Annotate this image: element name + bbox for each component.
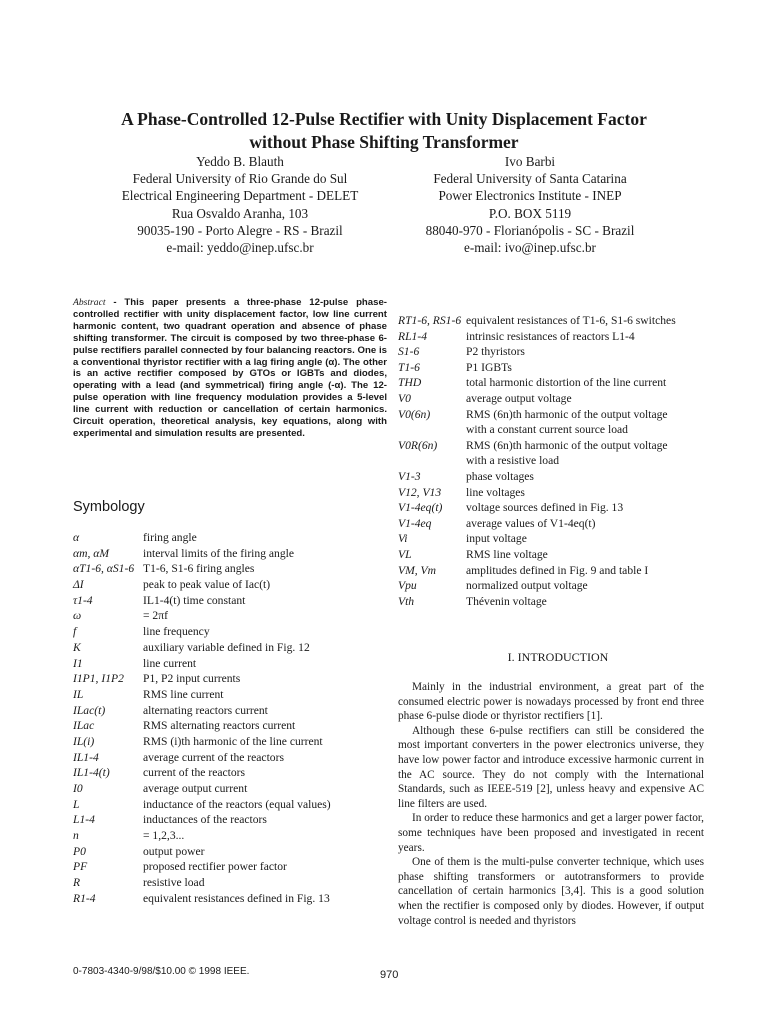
symbol: V0R(6n) <box>398 438 438 452</box>
symbol-definition: normalized output voltage <box>466 579 588 593</box>
symbol-definition: inductance of the reactors (equal values) <box>143 797 331 811</box>
symbol-row <box>398 438 718 454</box>
symbol-definition: P1 IGBTs <box>466 360 512 374</box>
author-address: Rua Osvaldo Aranha, 103 <box>171 205 309 221</box>
symbol-row <box>73 703 393 719</box>
symbol-definition: = 2πf <box>143 609 168 623</box>
symbol-row <box>398 469 718 485</box>
symbology-list-left <box>73 530 393 907</box>
symbol <box>398 453 466 469</box>
author-email: e-mail: ivo@inep.ufsc.br <box>464 240 596 256</box>
symbol-definition: with a resistive load <box>466 454 560 468</box>
symbol: VL <box>398 547 412 561</box>
symbol-definition: equivalent resistances of T1-6, S1-6 switches <box>466 314 676 327</box>
symbol-definition: P1, P2 input currents <box>143 672 241 686</box>
symbol-row <box>73 844 393 860</box>
symbol-definition: resistive load <box>143 876 205 890</box>
symbol-row <box>398 500 718 516</box>
symbol: α <box>73 531 80 544</box>
symbol-row <box>73 671 393 687</box>
symbol-definition: RMS (6n)th harmonic of the output voltage <box>466 407 668 421</box>
symbol: THD <box>398 376 422 390</box>
symbol-row <box>73 797 393 813</box>
symbol-row <box>73 891 393 907</box>
symbol-row <box>73 750 393 766</box>
symbol-definition: Thévenin voltage <box>466 594 547 608</box>
page-number: 970 <box>380 969 399 981</box>
author-block-2 <box>370 153 690 256</box>
symbol-definition: average output voltage <box>466 391 572 405</box>
section-heading-introduction: I. INTRODUCTION <box>507 650 609 664</box>
symbol-row <box>73 593 393 609</box>
symbol-definition: = 1,2,3... <box>143 829 185 843</box>
author-name: Ivo Barbi <box>504 154 556 169</box>
symbol-row <box>398 485 718 501</box>
symbol-definition: output power <box>143 844 205 858</box>
symbol: R <box>73 876 81 890</box>
symbol-definition: current of the reactors <box>143 766 246 780</box>
abstract <box>73 297 387 440</box>
symbol-definition: RMS line current <box>143 687 224 701</box>
paragraph: In order to reduce these harmonics and get a larger power factor, some techniques have been proposed and investigated in recent years. <box>398 812 704 854</box>
symbol-definition: RMS (i)th harmonic of the line current <box>143 734 323 748</box>
symbol: R1-4 <box>73 891 96 905</box>
author-email: e-mail: yeddo@inep.ufsc.br <box>166 240 314 256</box>
symbol-definition: alternating reactors current <box>143 703 268 717</box>
symbol-row <box>73 640 393 656</box>
symbol-definition: line voltages <box>466 485 525 499</box>
symbol-row <box>398 547 718 563</box>
symbol-definition: average current of the reactors <box>143 750 284 764</box>
symbol: τ1-4 <box>73 593 93 607</box>
symbol-definition: firing angle <box>143 531 197 544</box>
symbol: V1-3 <box>398 469 421 483</box>
symbol: V12, V13 <box>398 485 442 499</box>
symbol-definition: IL1-4(t) time constant <box>143 593 246 607</box>
symbol: P0 <box>73 844 86 858</box>
symbol-definition: input voltage <box>466 532 527 546</box>
symbol-row <box>398 313 718 329</box>
symbol: I1 <box>73 656 83 670</box>
symbol-definition: peak to peak value of Iac(t) <box>143 578 271 592</box>
paragraph: Although these 6-pulse rectifiers can still be considered the most important converters in the power electronics universe, they have low power factor and introduce excessive harmonic current in the AC source. They do not comply with the International Standards, such as IEEE-519 [2], unless heavy and expensive AC line filters are used. <box>398 724 704 810</box>
symbol: Vpu <box>398 579 417 593</box>
symbol: RL1-4 <box>398 329 427 343</box>
symbol: IL(i) <box>73 734 95 748</box>
symbol-row <box>398 422 718 438</box>
title-line-1: A Phase-Controlled 12-Pulse Rectifier with Unity Displacement Factor <box>121 109 647 129</box>
symbol-definition: line current <box>143 656 197 670</box>
symbol-definition: T1-6, S1-6 firing angles <box>143 562 255 576</box>
symbol: ILac(t) <box>73 703 106 717</box>
symbol: ILac <box>73 719 95 733</box>
symbol-row <box>73 875 393 891</box>
symbol-definition: P2 thyristors <box>466 345 525 359</box>
symbol-row <box>73 577 393 593</box>
symbol-definition: amplitudes defined in Fig. 9 and table I <box>466 563 649 577</box>
symbol-row <box>73 718 393 734</box>
author-city: 90035-190 - Porto Alegre - RS - Brazil <box>137 222 343 238</box>
symbol-row <box>73 812 393 828</box>
symbol: αm, αM <box>73 546 109 560</box>
symbol-definition: interval limits of the firing angle <box>143 546 295 560</box>
symbol-row <box>73 608 393 624</box>
paragraph: Mainly in the industrial environment, a great part of the consumed electric power is nowadays processed by front end three phase 6-pulse diode or thyristor rectifiers [1]. <box>398 681 704 723</box>
symbol-definition: with a constant current source load <box>466 423 628 437</box>
symbol-row <box>73 828 393 844</box>
introduction-body <box>398 680 704 928</box>
symbol: ω <box>73 609 82 623</box>
symbol: S1-6 <box>398 345 420 359</box>
symbol: αT1-6, αS1-6 <box>73 562 135 576</box>
symbol: T1-6 <box>398 360 420 374</box>
symbol-definition: RMS alternating reactors current <box>143 719 296 733</box>
symbol-definition: intrinsic resistances of reactors L1-4 <box>466 329 635 343</box>
symbol-row <box>398 360 718 376</box>
symbol-row <box>398 516 718 532</box>
symbol: ΔI <box>73 578 84 592</box>
author-city: 88040-970 - Florianópolis - SC - Brazil <box>425 222 635 238</box>
symbol: V1-4eq(t) <box>398 501 443 515</box>
symbol-row <box>398 391 718 407</box>
symbol: PF <box>73 860 88 874</box>
symbol-row <box>398 375 718 391</box>
symbol: Vth <box>398 594 415 608</box>
symbol-definition: proposed rectifier power factor <box>143 860 287 874</box>
symbol-row <box>398 594 718 610</box>
author-address: P.O. BOX 5119 <box>488 205 572 221</box>
symbol-row <box>73 624 393 640</box>
author-affiliation: Federal University of Santa Catarina <box>433 171 627 187</box>
symbol: I0 <box>73 782 83 795</box>
author-block-1 <box>80 153 400 256</box>
symbol-definition: average output current <box>143 782 248 795</box>
symbol-definition: voltage sources defined in Fig. 13 <box>466 501 624 515</box>
symbol-row <box>73 734 393 750</box>
paragraph: One of them is the multi-pulse converter technique, which uses phase shifting transformers or autotransformers to provide cancellation of certain harmonics [3,4]. This is a good solution when the rectifier is composed only by diodes. However, if output voltage control is needed and thyristors <box>398 856 704 927</box>
symbol-row <box>398 563 718 579</box>
abstract-text: - This paper presents a three-phase 12-pulse phase-controlled rectifier with unity displacement factor, low line current harmonic content, two quadrant operation and absence of phase shifting transformer. The circuit is composed by two three-phase 6-pulse rectifiers parallel connected by four balancing reactors. One is a conventional thyristor rectifier with a lag firing angle (α). The other is an active rectifier composed by GTOs or IGBTs and diodes, operating with a lead (and symmetrical) firing angle (-α). The 12-pulse operation with line frequency modulation provides a 5-level line current with reduction or cancellation of certain harmonics. Circuit operation, theoretical analysis, key equations, along with experimental and simulation results are presented. <box>73 297 387 439</box>
symbol-row <box>73 781 393 797</box>
symbol-definition: auxiliary variable defined in Fig. 12 <box>143 640 310 654</box>
symbol: Vi <box>398 532 408 546</box>
symbol: IL1-4(t) <box>73 766 110 780</box>
symbol: IL <box>73 687 84 701</box>
symbol-row <box>73 656 393 672</box>
title-line-2: without Phase Shifting Transformer <box>249 132 519 152</box>
author-department: Electrical Engineering Department - DELET <box>121 188 359 204</box>
copyright-notice: 0-7803-4340-9/98/$10.00 © 1998 IEEE. <box>73 966 250 977</box>
symbol-row <box>398 344 718 360</box>
symbol: I1P1, I1P2 <box>73 672 124 686</box>
symbol: L <box>73 797 80 811</box>
symbol: V0 <box>398 391 411 405</box>
symbol: n <box>73 829 79 843</box>
symbol-row <box>73 561 393 577</box>
symbol-definition: equivalent resistances defined in Fig. 13 <box>143 891 330 905</box>
symbol: V0(6n) <box>398 407 431 421</box>
symbol-row <box>73 530 393 546</box>
symbology-list-right <box>398 313 718 609</box>
symbol-row <box>73 765 393 781</box>
symbol-row <box>398 329 718 345</box>
symbol-definition: phase voltages <box>466 469 534 483</box>
symbol-definition: RMS line voltage <box>466 547 548 561</box>
symbol-definition: RMS (6n)th harmonic of the output voltage <box>466 438 668 452</box>
symbol: VM, Vm <box>398 563 436 577</box>
symbol: RT1-6, RS1-6 <box>398 314 462 327</box>
symbol <box>398 422 466 438</box>
symbol-definition: line frequency <box>143 625 210 639</box>
symbol-row <box>73 687 393 703</box>
symbol-row <box>398 578 718 594</box>
author-department: Power Electronics Institute - INEP <box>438 188 622 204</box>
symbol-definition: total harmonic distortion of the line current <box>466 376 667 390</box>
symbol-row <box>73 859 393 875</box>
symbology-heading: Symbology <box>73 499 145 515</box>
symbol-definition: average values of V1-4eq(t) <box>466 516 596 530</box>
author-name: Yeddo B. Blauth <box>196 154 284 169</box>
symbol-row <box>398 531 718 547</box>
symbol-row <box>398 453 718 469</box>
symbol: K <box>73 640 81 654</box>
symbol: V1-4eq <box>398 516 432 530</box>
symbol: L1-4 <box>73 813 95 827</box>
symbol-row <box>398 407 718 423</box>
symbol: f <box>73 625 77 639</box>
author-affiliation: Federal University of Rio Grande do Sul <box>132 171 348 187</box>
paper-title <box>0 108 768 154</box>
symbol-row <box>73 546 393 562</box>
symbol: IL1-4 <box>73 750 99 764</box>
symbol-definition: inductances of the reactors <box>143 813 267 827</box>
abstract-lead: Abstract <box>73 297 106 308</box>
